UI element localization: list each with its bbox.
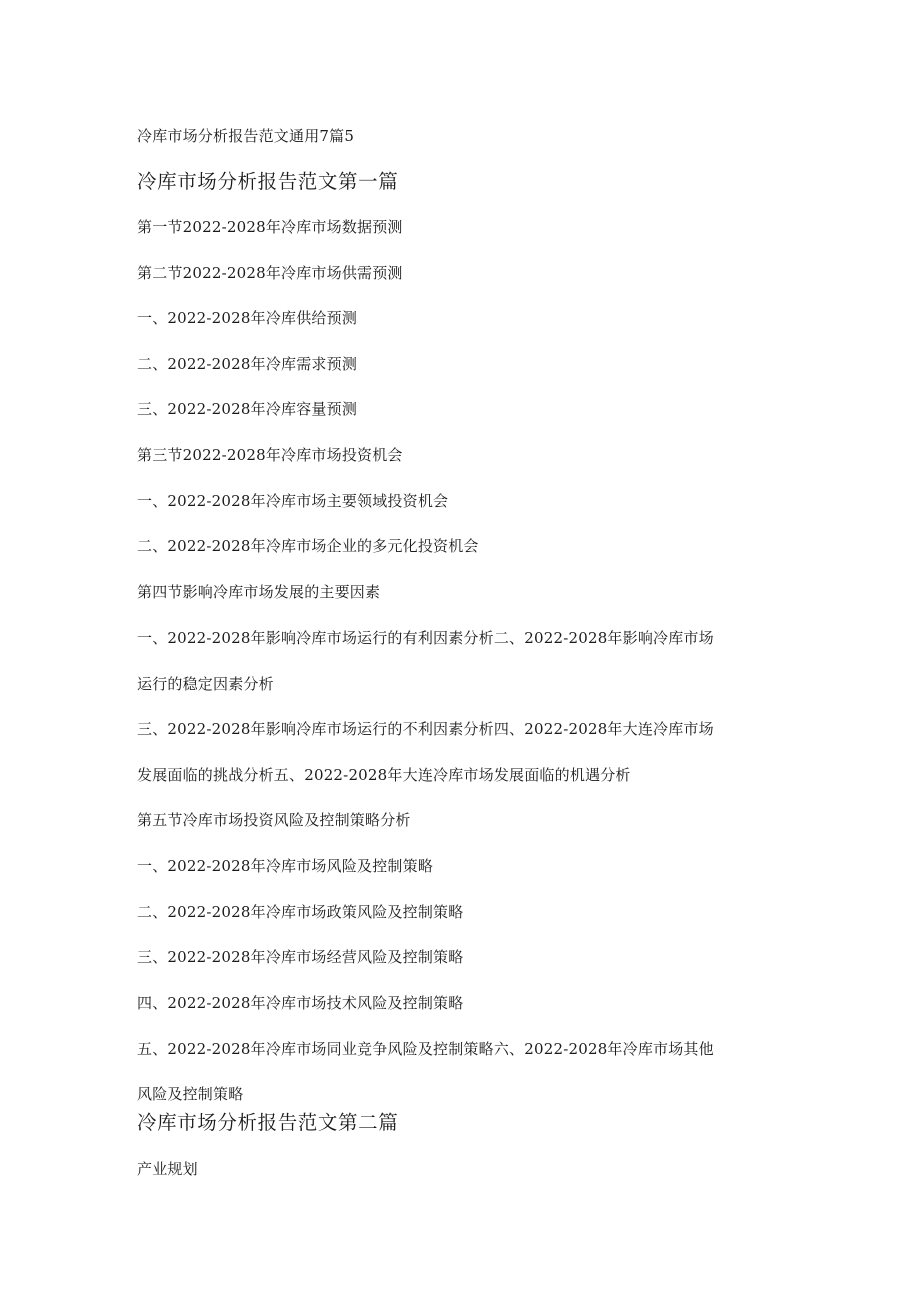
body-line: 三、2022-2028年冷库市场经营风险及控制策略: [137, 948, 464, 966]
body-line: 第四节影响冷库市场发展的主要因素: [137, 583, 381, 601]
body-line: 第一节2022-2028年冷库市场数据预测: [137, 218, 403, 236]
body-line: 运行的稳定因素分析: [137, 675, 274, 693]
body-line: 二、2022-2028年冷库需求预测: [137, 355, 358, 373]
body-line: 一、2022-2028年冷库市场风险及控制策略: [137, 857, 434, 875]
body-line: 第二节2022-2028年冷库市场供需预测: [137, 264, 403, 282]
body-line: 一、2022-2028年冷库供给预测: [137, 309, 358, 327]
body-line: 二、2022-2028年冷库市场企业的多元化投资机会: [137, 537, 479, 555]
body-line: 二、2022-2028年冷库市场政策风险及控制策略: [137, 903, 464, 921]
body-line: 五、2022-2028年冷库市场同业竞争风险及控制策略六、2022-2028年冷库市场其他: [137, 1040, 714, 1058]
body-line: 风险及控制策略: [137, 1085, 244, 1103]
body-line: 三、2022-2028年冷库容量预测: [137, 400, 358, 418]
document-title: 冷库市场分析报告范文通用7篇5: [137, 127, 355, 145]
body-line: 三、2022-2028年影响冷库市场运行的不利因素分析四、2022-2028年大连冷库市场: [137, 720, 714, 738]
body-line: 第三节2022-2028年冷库市场投资机会: [137, 446, 403, 464]
body-line: 一、2022-2028年冷库市场主要领域投资机会: [137, 492, 449, 510]
section-title-1: 冷库市场分析报告范文第一篇: [137, 170, 399, 193]
body-line: 一、2022-2028年影响冷库市场运行的有利因素分析二、2022-2028年影响冷库市场: [137, 629, 714, 647]
body-line: 产业规划: [137, 1160, 198, 1178]
section-title-2: 冷库市场分析报告范文第二篇: [137, 1111, 399, 1134]
body-line: 第五节冷库市场投资风险及控制策略分析: [137, 811, 411, 829]
body-line: 发展面临的挑战分析五、2022-2028年大连冷库市场发展面临的机遇分析: [137, 766, 631, 784]
body-line: 四、2022-2028年冷库市场技术风险及控制策略: [137, 994, 464, 1012]
